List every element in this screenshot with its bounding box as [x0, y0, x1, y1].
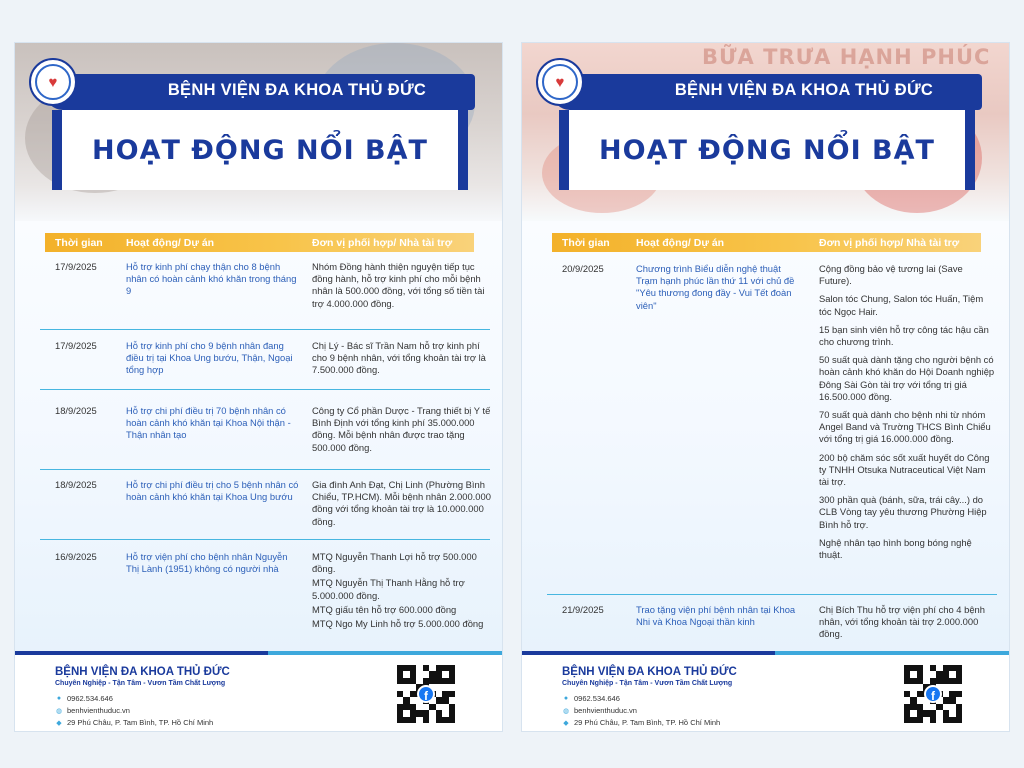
row-divider	[40, 329, 490, 330]
table-header	[45, 233, 474, 252]
row-partner: Nhóm Đồng hành thiện nguyện tiếp tục đồng hành, hỗ trợ kinh phí cho mỗi bệnh nhân là 500.000 đồng, với tổng số tiền tài trợ 4.000.000 đồng.	[312, 261, 485, 309]
footer-website[interactable]	[55, 706, 130, 715]
location-icon: ◆	[563, 719, 569, 727]
table-row	[45, 551, 484, 651]
phone-icon: ●	[56, 695, 62, 702]
row-activity: Hỗ trợ kinh phí chạy thận cho 8 bệnh nhân có hoàn cảnh khó khăn trong tháng 9	[126, 261, 297, 297]
hospital-banner	[45, 74, 475, 110]
logo-icon: ♥	[29, 58, 77, 106]
row-activity: Hỗ trợ chi phí điều trị cho 5 bệnh nhân có hoàn cảnh khó khăn tại Khoa Ung bướu	[126, 479, 299, 503]
website-text[interactable]: benhvienthuduc.vn	[67, 706, 130, 715]
left-page	[14, 42, 503, 732]
qr-module	[956, 717, 962, 723]
facebook-icon: f	[417, 685, 435, 703]
globe-icon: ◍	[55, 707, 63, 715]
footer-slogan: Chuyên Nghiệp - Tận Tâm - Vươn Tầm Chất Lượng	[562, 680, 733, 687]
row-date: 20/9/2025	[562, 263, 604, 274]
row-date: 16/9/2025	[55, 551, 97, 562]
table-row	[45, 340, 486, 400]
footer-address	[562, 718, 720, 727]
qr-code-icon[interactable]	[902, 663, 964, 725]
website-text[interactable]: benhvienthuduc.vn	[574, 706, 637, 715]
row-partner: Gia đình Anh Đạt, Chị Linh (Phường Bình Chiểu, TP.HCM). Mỗi bệnh nhân 2.000.000 đồng với tổng khoản tài trợ là 10.000.000 đồng.	[312, 479, 491, 527]
table-header	[552, 233, 981, 252]
row-activity: Trao tặng viện phí bệnh nhân tại Khoa Nhi và Khoa Ngoại thần kinh	[636, 604, 796, 628]
hospital-name: BỆNH VIỆN ĐA KHOA THỦ ĐỨC	[674, 81, 934, 99]
footer-hospital-name: BỆNH VIỆN ĐA KHOA THỦ ĐỨC	[55, 666, 230, 678]
footer	[522, 651, 1009, 731]
row-divider	[40, 469, 490, 470]
row-divider	[547, 594, 997, 595]
row-activity: Chương trình Biểu diễn nghệ thuật Trạm hạnh phúc lần thứ 11 với chủ đề "Yêu thương đong đầy - Vui Tết đoàn viên"	[636, 263, 795, 311]
hero-banner-text: BỮA TRƯA HẠNH PHÚC	[702, 45, 991, 69]
row-partner: Chị Bích Thu hỗ trợ viện phí cho 4 bệnh nhân, với tổng khoản tài trợ 2.000.000 đồng.	[819, 604, 985, 640]
address-text: 29 Phú Châu, P. Tam Bình, TP. Hồ Chí Minh	[67, 718, 214, 727]
row-divider	[40, 389, 490, 390]
table-row	[552, 263, 995, 623]
row-partner: 50 suất quà dành tặng cho người bệnh có hoàn cảnh khó khăn do Hội Doanh nghiệp Đông Sài Gòn tài trợ với tổng trị giá 16.500.000 đồng.	[819, 354, 995, 402]
footer	[15, 651, 502, 731]
row-activity: Hỗ trợ chi phí điều trị 70 bệnh nhân có hoàn cảnh khó khăn tại Khoa Nội thận - Thận nhân tạo	[126, 405, 291, 441]
row-partner: MTQ Ngo My Linh hỗ trợ 5.000.000 đồng	[312, 618, 484, 630]
row-date: 21/9/2025	[562, 604, 604, 615]
header-time: Thời gian	[562, 237, 610, 249]
phone-text: 0962.534.646	[574, 694, 620, 703]
footer-phone	[562, 694, 620, 703]
phone-icon: ●	[563, 695, 569, 702]
row-partner: Salon tóc Chung, Salon tóc Huấn, Tiệm tóc Ngọc Hair.	[819, 293, 984, 317]
table-row	[45, 261, 485, 331]
row-partner: 200 bộ chăm sóc sốt xuất huyết do Công ty TNHH Otsuka Nutraceutical Việt Nam tài trợ.	[819, 451, 990, 488]
globe-icon: ◍	[562, 707, 570, 715]
hospital-banner	[552, 74, 982, 110]
row-partner: Cộng đồng bảo vệ tương lai (Save Future).	[819, 263, 963, 287]
footer-website[interactable]	[562, 706, 637, 715]
header-activity: Hoạt động/ Dự án	[636, 237, 725, 249]
row-date: 18/9/2025	[55, 479, 97, 490]
row-partner: Công ty Cổ phần Dược - Trang thiết bị Y tế Bình Định với tổng kinh phí 35.000.000 đồng. Mỗi bệnh nhân được trao tặng 500.000 đồng.	[312, 405, 491, 453]
footer-slogan: Chuyên Nghiệp - Tận Tâm - Vươn Tầm Chất Lượng	[55, 680, 226, 687]
facebook-icon: f	[924, 685, 942, 703]
header-partner: Đơn vị phối hợp/ Nhà tài trợ	[819, 237, 960, 249]
address-text: 29 Phú Châu, P. Tam Bình, TP. Hồ Chí Minh	[574, 718, 721, 727]
footer-phone	[55, 694, 113, 703]
header-activity: Hoạt động/ Dự án	[126, 237, 215, 249]
location-icon: ◆	[56, 719, 62, 727]
row-partner: Chị Lý - Bác sĩ Trần Nam hỗ trợ kinh phí cho 9 bệnh nhân, với tổng khoản tài trợ là 7.500.000 đồng.	[312, 340, 486, 376]
row-activity: Hỗ trợ viện phí cho bệnh nhân Nguyễn Thị Lành (1951) không có người nhà	[126, 551, 288, 575]
table-row	[45, 405, 491, 475]
header-time: Thời gian	[55, 237, 103, 249]
table-row	[45, 479, 491, 539]
row-date: 17/9/2025	[55, 261, 97, 272]
footer-address	[55, 718, 213, 727]
header-partner: Đơn vị phối hợp/ Nhà tài trợ	[312, 237, 453, 249]
right-page	[521, 42, 1010, 732]
title-box	[52, 110, 468, 190]
row-date: 17/9/2025	[55, 340, 97, 351]
page-title: HOẠT ĐỘNG NỔI BẬT	[599, 134, 935, 166]
row-date: 18/9/2025	[55, 405, 97, 416]
phone-text: 0962.534.646	[67, 694, 113, 703]
footer-hospital-name: BỆNH VIỆN ĐA KHOA THỦ ĐỨC	[562, 666, 737, 678]
row-partner: MTQ Nguyễn Thanh Lợi hỗ trợ 500.000 đồng.	[312, 551, 477, 575]
qr-module	[449, 717, 455, 723]
hospital-name: BỆNH VIỆN ĐA KHOA THỦ ĐỨC	[167, 81, 427, 99]
row-partner: 70 suất quà dành cho bệnh nhi từ nhóm Angel Band và Trường THCS Bình Chiểu với tổng trị giá 16.000.000 đồng.	[819, 409, 991, 445]
table-row	[552, 604, 985, 654]
row-partner: 300 phần quà (bánh, sữa, trái cây...) do CLB Vòng tay yêu thương Phường Hiệp Bình hỗ trợ.	[819, 494, 987, 530]
row-partner: Nghệ nhân tạo hình bong bóng nghệ thuật.	[819, 536, 972, 561]
qr-code-icon[interactable]	[395, 663, 457, 725]
row-partner: 15 bạn sinh viên hỗ trợ công tác hậu cần cho chương trình.	[819, 323, 989, 348]
logo-icon: ♥	[536, 58, 584, 106]
row-partner: MTQ giấu tên hỗ trợ 600.000 đồng	[312, 603, 457, 615]
row-divider	[40, 539, 490, 540]
page-title: HOẠT ĐỘNG NỔI BẬT	[92, 134, 428, 166]
row-partner: MTQ Nguyễn Thị Thanh Hằng hỗ trợ 5.000.000 đồng.	[312, 577, 465, 601]
title-box	[559, 110, 975, 190]
row-activity: Hỗ trợ kinh phí cho 9 bệnh nhân đang điều trị tại Khoa Ung bướu, Thận, Ngoại tổng hợp	[126, 340, 293, 376]
